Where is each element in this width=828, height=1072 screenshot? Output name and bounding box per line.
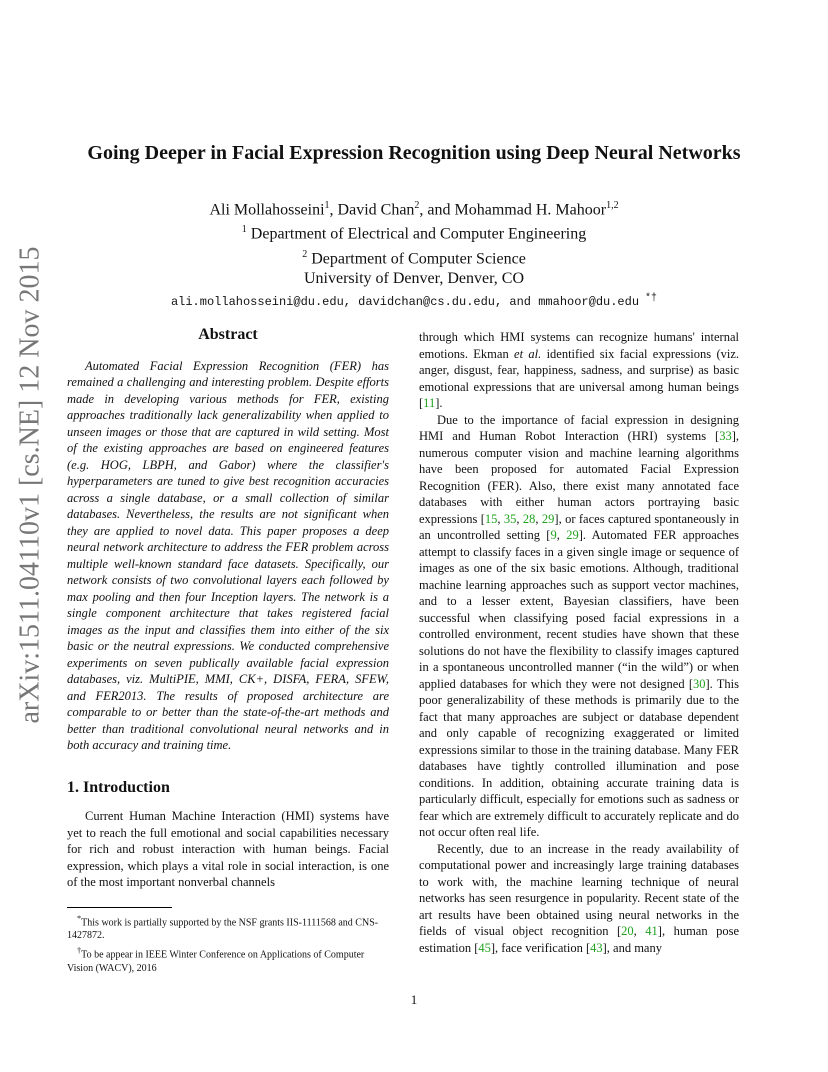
citation-link[interactable]: 30 (692, 676, 706, 691)
author-2: , David Chan (329, 201, 415, 219)
footnotes (67, 907, 389, 977)
text-run: , (516, 511, 523, 526)
citation-link[interactable]: 43 (590, 940, 603, 955)
text-run-italic: et al. (514, 346, 542, 361)
text-run: , (535, 511, 542, 526)
intro-paragraph-3 (419, 841, 739, 957)
author-emails (0, 289, 828, 312)
footnote-2-text: To be appear in IEEE Winter Conference on Applications of Computer Vision (WACV), 2016 (67, 949, 365, 974)
footnote-2 (67, 944, 389, 974)
text-run: ], and many (602, 940, 662, 955)
intro-paragraph-continued (419, 329, 739, 412)
affiliation-1-text: Department of Electrical and Computer Engineering (246, 225, 587, 243)
citation-link[interactable]: 45 (478, 940, 491, 955)
footnote-1-mark: * (77, 914, 82, 923)
text-run: ]. Automated FER approaches attempt to classify faces in a given single image or sequence of images as one of the six basic emotions. Although, traditional machine learning approaches such as support vector machines, and to a lesser extent, Bayesian classifiers, have been successful when classifying posed facial expressions in a controlled environment, recent studies have shown that these solutions do not have the flexibility to classify images captured in a spontaneous uncontrolled manner (“in the wild”) or when applied databases for which they were not designed [ (419, 528, 739, 691)
citation-link[interactable]: 15 (484, 511, 498, 526)
page-number: 1 (410, 992, 418, 1007)
left-column (67, 327, 389, 891)
text-run: ], numerous computer vision and machine learning algorithms have been proposed for automated Facial Expression Recognition (FER). Also, there exist many annotated face databases with either human actors portraying basic expressions [ (419, 429, 739, 526)
citation-link[interactable]: 20 (621, 924, 634, 938)
citation-link[interactable]: 28 (522, 511, 536, 526)
affiliation-1 (0, 220, 828, 244)
section-heading-introduction: 1. Introduction (67, 778, 170, 796)
text-run: ], face verification [ (490, 940, 591, 955)
affiliation-2-mark: 2 (302, 248, 308, 260)
citation-link[interactable]: 35 (503, 511, 517, 526)
affiliation-1-mark: 1 (241, 224, 247, 236)
footnote-1 (67, 912, 389, 942)
footnote-1-text: This work is partially supported by the NSF grants IIS-1111568 and CNS-1427872. (67, 917, 379, 942)
text-run: , (633, 924, 646, 938)
email-footnote-marks: *† (639, 292, 658, 304)
text-run: Recently, due to an increase in the ready availability of computational power and increasingly large training databases to work with, the machine learning technique of neural networks has seen resurgence in popularity. Recent state of the art results have been obtained using neural networks in the fields of visual object recognition [ (419, 841, 739, 938)
citation-link[interactable]: 9 (550, 528, 557, 542)
email-list: ali.mollahosseini@du.edu, davidchan@cs.du.edu, and mmahoor@du.edu (170, 294, 640, 309)
author-3: , and Mohammad H. Mahoor (419, 201, 607, 219)
text-run: ]. This poor generalizability of these methods is primarily due to the fact that many approaches are subject or database dependent and only capable of recognizing exaggerated or limited expressions similar to those in the training database. Many FER databases have tightly controlled illumination and pose conditions. In addition, obtaining accurate training data is particularly difficult, especially for emotions such as sadness or fear which are extremely difficult to accurately replicate and do not occur often real life. (419, 676, 739, 839)
affiliation-2-text: Department of Computer Science (307, 249, 526, 267)
footnote-2-mark: † (77, 946, 82, 956)
abstract-text: Automated Facial Expression Recognition (FER) has remained a challenging and interesting problem. Despite efforts made in developing various methods for FER, existing approaches traditionally lack generalizability when applied to unseen images or those that are captured in wild setting. Most of the existing approaches are based on engineered features (e.g. HOG, LBPH, and Gabor) where the classifier's hyperparameters are tuned to give best recognition accuracies across a single database, or a small collection of similar databases. Nevertheless, the results are not significant when they are applied to novel data. This paper proposes a deep neural network architecture to address the FER problem across multiple well-known standard face datasets. Specifically, our network consists of two convolutional layers each followed by max pooling and then four Inception layers. The network is a single component architecture that takes registered facial images as the input and classifies them into either of the six basic or the neutral expressions. We conducted comprehensive experiments on seven publically available facial expression databases, viz. MultiPIE, MMI, CK+, DISFA, FERA, SFEW, and FER2013. The results of proposed architecture are comparable to or better than the state-of-the-art methods and better than traditional convolutional neural networks and in both accuracy and training time. (67, 358, 389, 752)
author-1: Ali Mollahosseini (209, 201, 325, 219)
text-run: ], or faces captured spontaneously in an uncontrolled setting [ (419, 511, 739, 542)
text-run: ], human pose estimation [ (419, 924, 739, 955)
intro-paragraph-1: Current Human Machine Interaction (HMI) systems have yet to reach the full emotional and social capabilities necessary for rich and robust interaction with human beings. Facial expression, which plays a vital role in social interaction, is one of the most important nonverbal channels (67, 809, 389, 889)
abstract-heading: Abstract (198, 326, 258, 343)
university: University of Denver, Denver, CO (304, 269, 524, 287)
text-run: , (497, 511, 504, 526)
author-1-affiliation: 1 (324, 200, 330, 211)
text-run: Due to the importance of facial expression in designing HMI and Human Robot Interaction (HRI) systems [ (419, 412, 739, 443)
citation-link[interactable]: 41 (645, 924, 658, 938)
text-run: ]. (435, 396, 443, 410)
author-block (0, 196, 828, 312)
arxiv-sidebar-stamp (10, 246, 50, 724)
text-run: identified six facial expressions (viz. anger, disgust, fear, happiness, sadness, and surprise) as basic emotional expressions that are universal among human beings [ (419, 346, 739, 410)
arxiv-identifier: arXiv:1511.04110v1 [cs.NE] 12 Nov 2015 (14, 246, 46, 724)
footnote-rule (67, 907, 172, 908)
text-run: , (556, 528, 567, 542)
intro-paragraph-2 (419, 412, 739, 841)
citation-link[interactable]: 29 (541, 511, 555, 526)
citation-link[interactable]: 33 (719, 429, 732, 443)
author-3-affiliation: 1,2 (606, 200, 619, 211)
text-run: through which HMI systems can recognize humans' internal emotions. Ekman (419, 330, 739, 361)
author-names (0, 196, 828, 220)
author-2-affiliation: 2 (414, 200, 420, 211)
paper-title: Going Deeper in Facial Expression Recognition using Deep Neural Networks (87, 142, 741, 164)
affiliation-2 (0, 245, 828, 269)
citation-link[interactable]: 29 (566, 528, 579, 542)
right-column (419, 329, 739, 956)
citation-link[interactable]: 11 (423, 396, 436, 410)
